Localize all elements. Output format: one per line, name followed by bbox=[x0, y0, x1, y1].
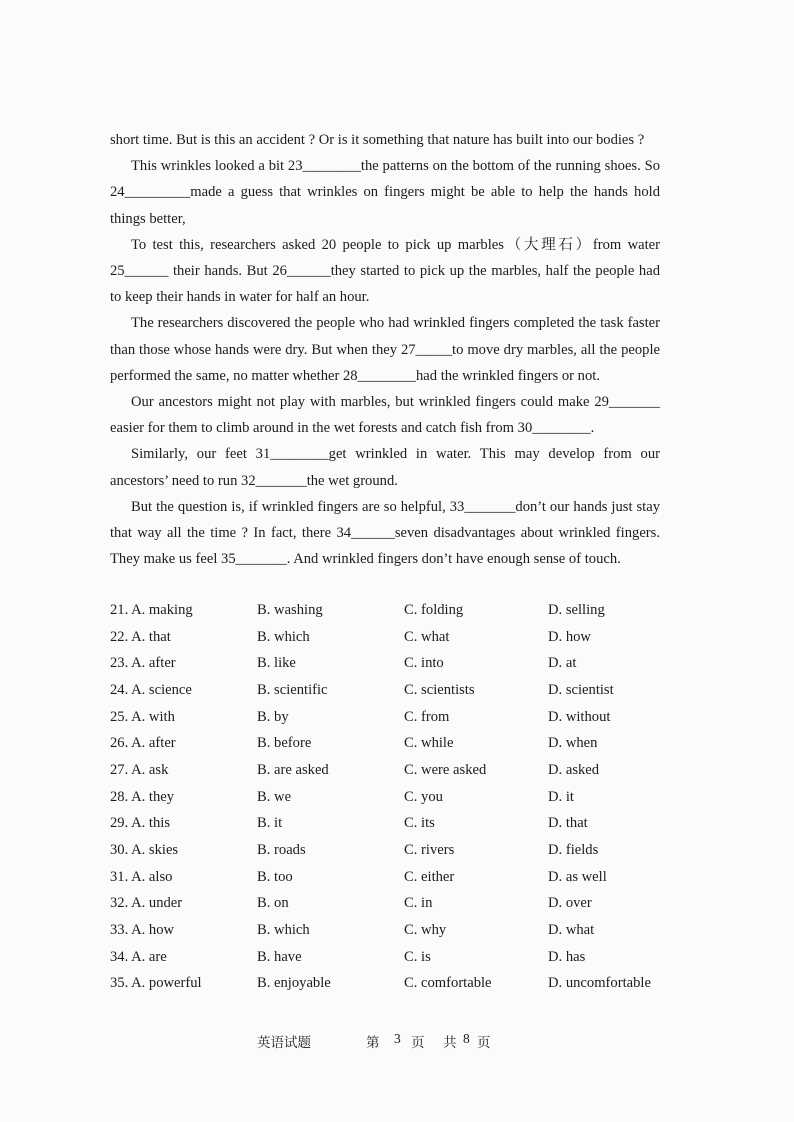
passage-paragraph: Similarly, our feet 31________get wrinkled in water. This may develop from our ancestors’ need to run 32_______the wet ground. bbox=[110, 446, 660, 489]
option-b: B. which bbox=[257, 628, 310, 645]
option-d: D. as well bbox=[548, 868, 607, 885]
option-c: C. comfortable bbox=[404, 975, 492, 992]
footer-total-prefix: 共 bbox=[443, 1035, 457, 1050]
question-option-row bbox=[110, 757, 680, 784]
option-b: B. we bbox=[257, 788, 292, 805]
option-a: 22. A. that bbox=[110, 628, 171, 645]
option-c: C. in bbox=[404, 895, 433, 912]
question-option-row bbox=[110, 971, 680, 998]
footer-total-unit: 页 bbox=[477, 1035, 491, 1050]
option-d: D. scientist bbox=[548, 681, 614, 698]
footer-page-number: 3 bbox=[394, 1031, 401, 1046]
passage-paragraph: This wrinkles looked a bit 23________the patterns on the bottom of the running shoes. So 24_________made a guess that wrinkles on fingers might be able to help the hands hold things better, bbox=[110, 158, 660, 227]
option-d: D. without bbox=[548, 708, 611, 725]
question-option-row bbox=[110, 784, 680, 811]
option-b: B. washing bbox=[257, 601, 323, 618]
footer-subject: 英语试题 bbox=[257, 1035, 311, 1050]
option-c: C. were asked bbox=[404, 761, 487, 778]
option-d: D. at bbox=[548, 655, 577, 672]
option-a: 33. A. how bbox=[110, 922, 175, 939]
question-option-row bbox=[110, 704, 680, 731]
option-a: 24. A. science bbox=[110, 681, 192, 698]
question-option-row bbox=[110, 597, 680, 624]
option-a: 34. A. are bbox=[110, 948, 167, 965]
option-b: B. which bbox=[257, 922, 310, 939]
option-d: D. how bbox=[548, 628, 591, 645]
option-d: D. it bbox=[548, 788, 574, 805]
option-a: 26. A. after bbox=[110, 735, 176, 752]
question-option-row bbox=[110, 944, 680, 971]
passage-paragraph: Our ancestors might not play with marbles, but wrinkled fingers could make 29_______ easier for them to climb around in the wet forests and catch fish from 30________. bbox=[110, 394, 660, 437]
option-d: D. uncomfortable bbox=[548, 975, 651, 992]
option-b: B. like bbox=[257, 655, 296, 672]
option-a: 31. A. also bbox=[110, 868, 173, 885]
option-c: C. its bbox=[404, 815, 435, 832]
option-a: 23. A. after bbox=[110, 655, 176, 672]
option-c: C. what bbox=[404, 628, 450, 645]
reading-passage bbox=[110, 127, 660, 572]
option-b: B. it bbox=[257, 815, 283, 832]
option-a: 35. A. powerful bbox=[110, 975, 202, 992]
passage-paragraph: short time. But is this an accident ? Or is it something that nature has built into our bodies ? bbox=[110, 132, 645, 148]
option-d: D. when bbox=[548, 735, 598, 752]
question-option-row bbox=[110, 811, 680, 838]
passage-paragraph: The researchers discovered the people who had wrinkled fingers completed the task faster than those whose hands were dry. But when they 27_____to move dry marbles, all the people performed the same, no matter whether 28________had the wrinkled fingers or not. bbox=[110, 315, 660, 384]
option-b: B. before bbox=[257, 735, 312, 752]
option-b: B. have bbox=[257, 948, 302, 965]
option-a: 30. A. skies bbox=[110, 842, 179, 859]
footer-total-pages: 8 bbox=[463, 1031, 470, 1046]
option-b: B. enjoyable bbox=[257, 975, 331, 992]
option-d: D. over bbox=[548, 895, 592, 912]
option-c: C. either bbox=[404, 868, 455, 885]
option-d: D. asked bbox=[548, 761, 600, 778]
option-c: C. you bbox=[404, 788, 443, 805]
option-c: C. into bbox=[404, 655, 444, 672]
question-option-row bbox=[110, 624, 680, 651]
question-option-row bbox=[110, 650, 680, 677]
option-b: B. on bbox=[257, 895, 289, 912]
option-b: B. are asked bbox=[257, 761, 329, 778]
answer-options bbox=[110, 597, 680, 997]
option-a: 21. A. making bbox=[110, 601, 193, 618]
question-option-row bbox=[110, 677, 680, 704]
option-d: D. has bbox=[548, 948, 586, 965]
option-d: D. what bbox=[548, 922, 595, 939]
option-b: B. roads bbox=[257, 842, 306, 859]
passage-paragraph: But the question is, if wrinkled fingers are so helpful, 33_______don’t our hands just stay that way all the time ? In fact, there 34______seven disadvantages about wrinkled fingers. They make us feel 35_______. And wrinkled fingers don’t have enough sense of touch. bbox=[110, 498, 660, 568]
option-c: C. while bbox=[404, 735, 454, 752]
option-b: B. too bbox=[257, 868, 293, 885]
option-c: C. is bbox=[404, 948, 431, 965]
footer-page-prefix: 第 bbox=[366, 1035, 380, 1050]
option-a: 25. A. with bbox=[110, 708, 175, 725]
question-option-row bbox=[110, 917, 680, 944]
passage-paragraph: To test this, researchers asked 20 people to pick up marbles（大理石）from water 25______ their hands. But 26______they started to pick up the marbles, half the people had to keep their hands in water for half an hour. bbox=[110, 236, 660, 306]
footer-page-unit: 页 bbox=[411, 1035, 425, 1050]
option-a: 27. A. ask bbox=[110, 761, 169, 778]
option-c: C. rivers bbox=[404, 842, 455, 859]
option-d: D. that bbox=[548, 815, 588, 832]
question-option-row bbox=[110, 864, 680, 891]
option-a: 32. A. under bbox=[110, 895, 183, 912]
option-a: 28. A. they bbox=[110, 788, 175, 805]
option-c: C. why bbox=[404, 922, 447, 939]
option-c: C. scientists bbox=[404, 681, 475, 698]
question-option-row bbox=[110, 730, 680, 757]
option-a: 29. A. this bbox=[110, 815, 171, 832]
option-d: D. selling bbox=[548, 601, 605, 618]
option-c: C. folding bbox=[404, 601, 464, 618]
option-c: C. from bbox=[404, 708, 450, 725]
question-option-row bbox=[110, 837, 680, 864]
option-b: B. scientific bbox=[257, 681, 328, 698]
question-option-row bbox=[110, 891, 680, 918]
option-b: B. by bbox=[257, 708, 289, 725]
option-d: D. fields bbox=[548, 842, 599, 859]
